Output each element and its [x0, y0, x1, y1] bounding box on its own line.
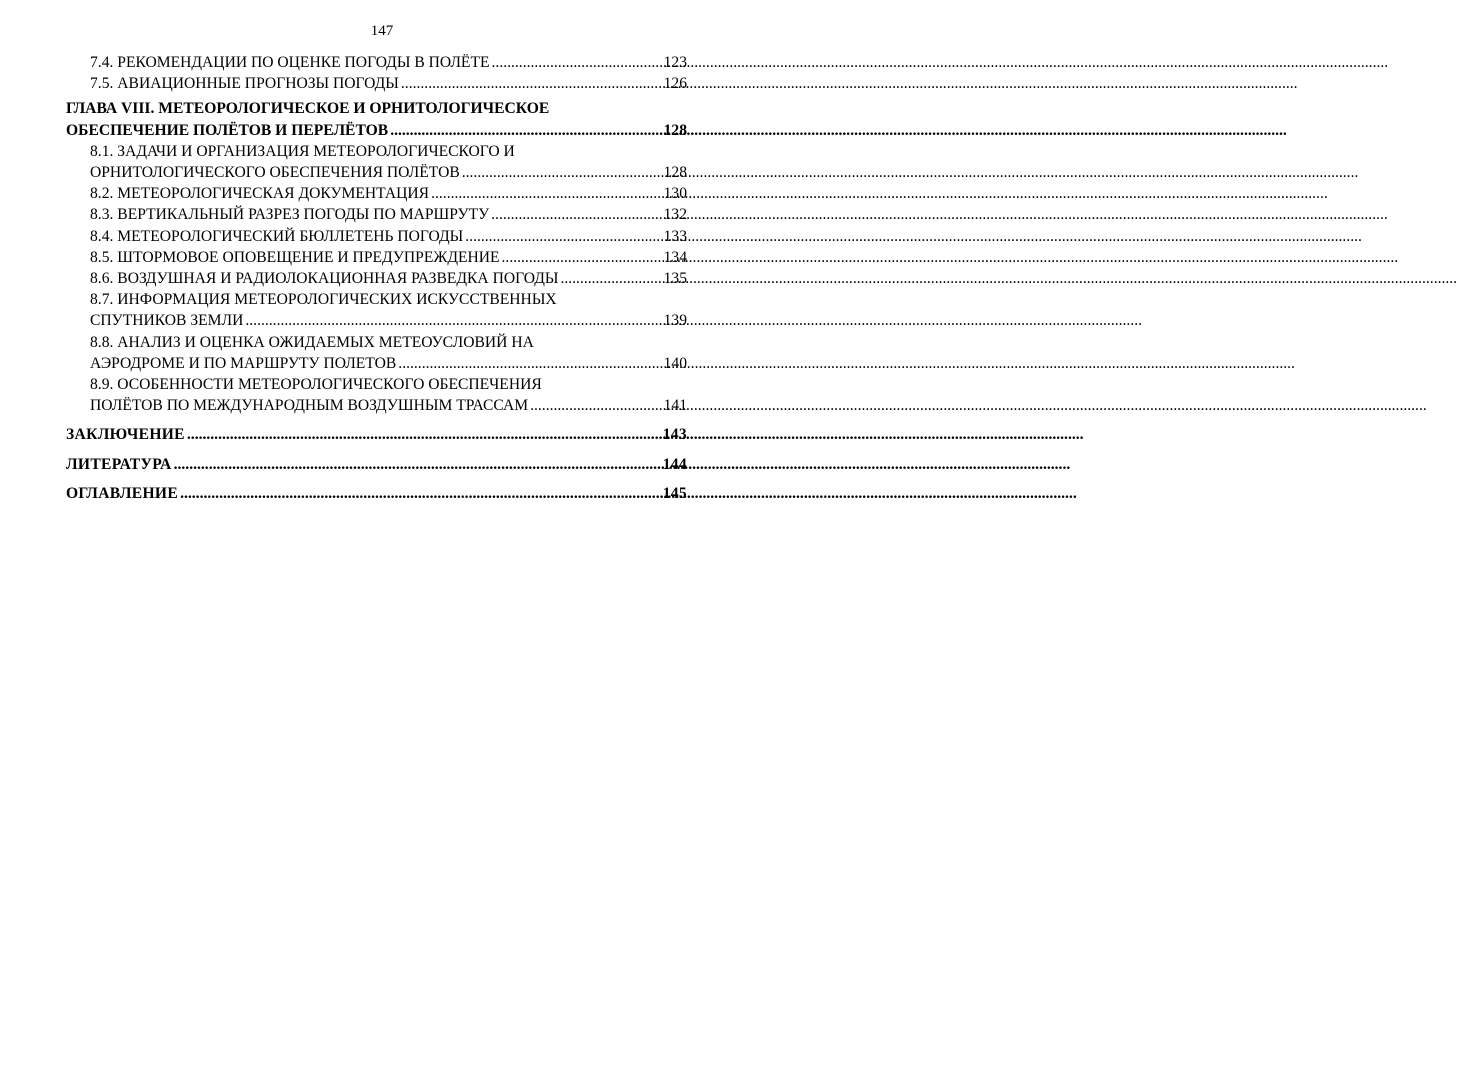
toc-entry[interactable] — [66, 289, 687, 331]
toc-entry[interactable] — [66, 424, 687, 445]
dot-leader — [390, 120, 661, 141]
toc-entry-title-line: 8.3. ВЕРТИКАЛЬНЫЙ РАЗРЕЗ ПОГОДЫ ПО МАРШРУТУ — [90, 206, 490, 224]
toc-entry[interactable] — [66, 247, 687, 268]
dot-leader — [180, 483, 661, 504]
toc-entry[interactable] — [66, 483, 687, 504]
toc-page-number: 140 — [663, 354, 687, 372]
toc-entry[interactable] — [66, 98, 687, 140]
page-number: 147 — [370, 23, 394, 39]
toc-entry-title-line: АЭРОДРОМЕ И ПО МАРШРУТУ ПОЛЕТОВ — [90, 354, 397, 372]
toc-page-number: 132 — [663, 206, 687, 224]
toc-entry[interactable] — [66, 183, 687, 204]
dot-leader — [398, 353, 661, 374]
toc-entry-title-line: 8.9. ОСОБЕННОСТИ МЕТЕОРОЛОГИЧЕСКОГО ОБЕСПЕЧЕНИЯ — [90, 376, 542, 394]
toc-page-number: 141 — [663, 397, 687, 415]
toc-entry[interactable] — [66, 52, 687, 73]
dot-leader — [530, 395, 662, 416]
toc-entry-title-line: 8.6. ВОЗДУШНАЯ И РАДИОЛОКАЦИОННАЯ РАЗВЕДКА ПОГОДЫ — [90, 270, 559, 288]
toc-page-number: 128 — [663, 121, 687, 139]
toc-entry-title-line: 8.7. ИНФОРМАЦИЯ МЕТЕОРОЛОГИЧЕСКИХ ИСКУССТВЕННЫХ — [90, 291, 557, 309]
dot-leader — [401, 73, 662, 94]
toc-entry-title-line: СПУТНИКОВ ЗЕМЛИ — [90, 312, 244, 330]
toc-entry[interactable] — [66, 268, 687, 289]
dot-leader — [491, 204, 661, 225]
toc-page-number: 130 — [663, 185, 687, 203]
toc-entry-title-line: ЗАКЛЮЧЕНИЕ — [66, 426, 185, 444]
toc-entry[interactable] — [66, 226, 687, 247]
toc-entry-title-line: 8.2. МЕТЕОРОЛОГИЧЕСКАЯ ДОКУМЕНТАЦИЯ — [90, 185, 430, 203]
dot-leader — [462, 162, 662, 183]
toc-entry-title-line: ГЛАВА VIII. МЕТЕОРОЛОГИЧЕСКОЕ И ОРНИТОЛОГИЧЕСКОЕ — [66, 100, 550, 118]
toc-entry-title-line: ОРНИТОЛОГИЧЕСКОГО ОБЕСПЕЧЕНИЯ ПОЛЁТОВ — [90, 164, 460, 182]
toc-page-number: 135 — [663, 270, 687, 288]
toc-entry[interactable] — [66, 374, 687, 416]
toc-page-number: 144 — [662, 455, 687, 473]
toc-entry[interactable] — [66, 204, 687, 225]
toc-entry-title-line: 8.8. АНАЛИЗ И ОЦЕНКА ОЖИДАЕМЫХ МЕТЕОУСЛОВИЙ НА — [90, 333, 534, 351]
toc-entry-title-line: ЛИТЕРАТУРА — [66, 455, 172, 473]
toc-entry-title-line: 7.5. АВИАЦИОННЫЕ ПРОГНОЗЫ ПОГОДЫ — [90, 75, 399, 93]
dot-leader — [174, 454, 661, 475]
toc-page-number: 133 — [663, 227, 687, 245]
dot-leader — [187, 424, 661, 445]
toc-entry-title-line: 8.4. МЕТЕОРОЛОГИЧЕСКИЙ БЮЛЛЕТЕНЬ ПОГОДЫ — [90, 227, 464, 245]
toc-page-number: 128 — [663, 164, 687, 182]
dot-leader — [502, 247, 662, 268]
toc-entry-title-line: 8.5. ШТОРМОВОЕ ОПОВЕЩЕНИЕ И ПРЕДУПРЕЖДЕНИЕ — [90, 248, 500, 266]
toc-page-number: 143 — [662, 426, 687, 444]
toc-entry-title-line: 8.1. ЗАДАЧИ И ОРГАНИЗАЦИЯ МЕТЕОРОЛОГИЧЕСКОГО И — [90, 142, 515, 160]
toc-entry[interactable] — [66, 141, 687, 183]
dot-leader — [560, 268, 661, 289]
toc-page-number: 126 — [663, 75, 687, 93]
toc-entry[interactable] — [66, 332, 687, 374]
toc-entry-title-line: ОБЕСПЕЧЕНИЕ ПОЛЁТОВ И ПЕРЕЛЁТОВ — [66, 121, 389, 139]
toc-entry-title-line: ПОЛЁТОВ ПО МЕЖДУНАРОДНЫМ ВОЗДУШНЫМ ТРАССАМ — [90, 397, 529, 415]
toc-entry-title-line: ОГЛАВЛЕНИЕ — [66, 484, 179, 502]
toc-page-number: 145 — [662, 484, 687, 502]
toc-entry[interactable] — [66, 454, 687, 475]
toc-page-number: 139 — [663, 312, 687, 330]
toc-page-number: 134 — [663, 248, 687, 266]
dot-leader — [492, 52, 662, 73]
toc-entry[interactable] — [66, 73, 687, 94]
toc-entry-title-line: 7.4. РЕКОМЕНДАЦИИ ПО ОЦЕНКЕ ПОГОДЫ В ПОЛЁТЕ — [90, 54, 490, 71]
dot-leader — [431, 183, 662, 204]
table-of-contents — [66, 52, 687, 504]
toc-page-number: 123 — [663, 54, 687, 71]
dot-leader — [245, 310, 661, 331]
dot-leader — [465, 226, 661, 247]
